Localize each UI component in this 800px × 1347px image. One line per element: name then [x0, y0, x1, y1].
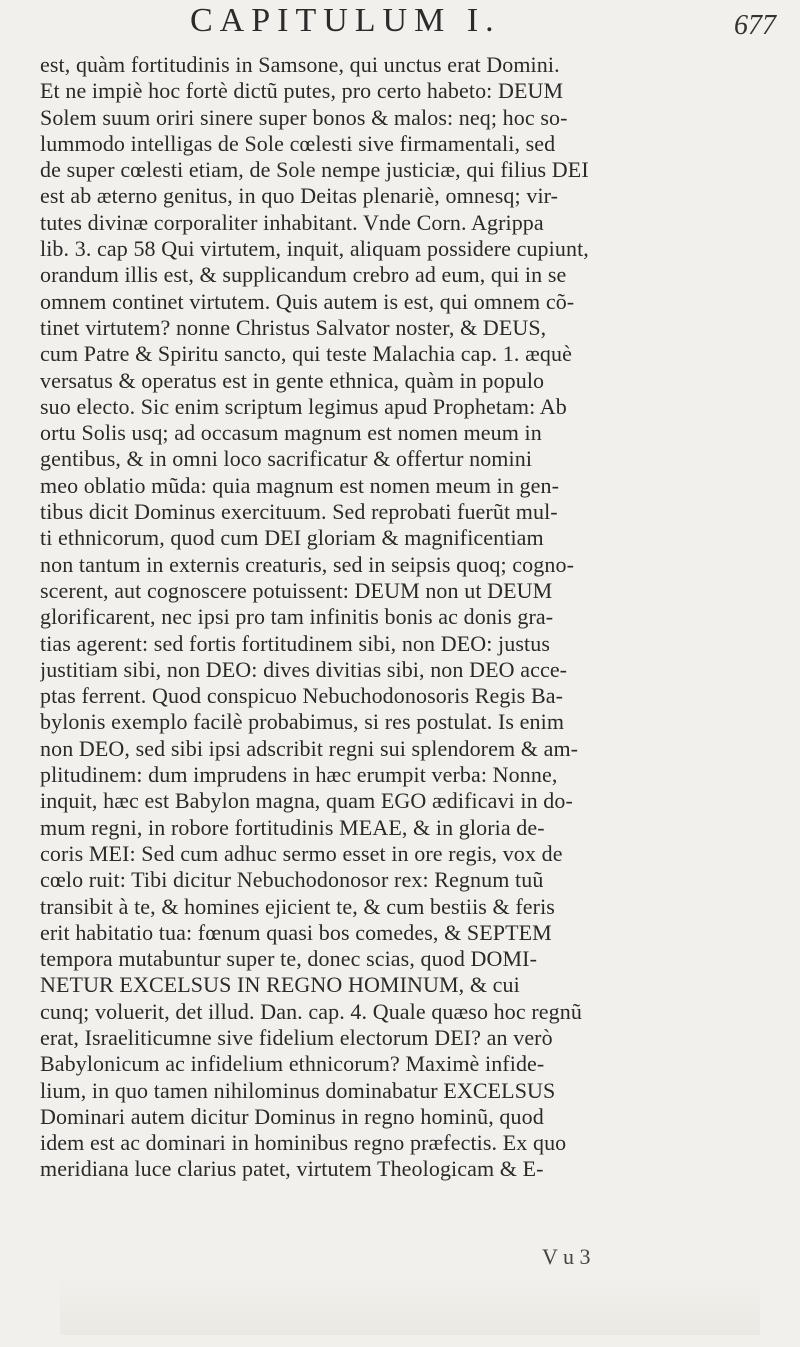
text-line: Solem suum oriri sinere super bonos & malos: neq; hoc so-: [40, 104, 568, 130]
text-line: non DEO, sed sibi ipsi adscribit regni sui splendorem & am-: [40, 735, 579, 761]
text-line: tempora mutabuntur super te, donec scias, quod DOMI-: [40, 946, 538, 972]
page-header: [0, 0, 800, 56]
text-line: tias agerent: sed fortis fortitudinem sibi, non DEO: justus: [40, 630, 550, 656]
text-line: lummodo intelligas de Sole cœlesti sive firmamentali, sed: [40, 130, 556, 156]
text-line: lium, in quo tamen nihilominus dominabatur EXCELSUS: [40, 1077, 556, 1103]
text-line: Dominari autem dicitur Dominus in regno hominũ, quod: [40, 1103, 544, 1129]
text-line: coris MEI: Sed cum adhuc sermo esset in ore regis, vox de: [40, 840, 563, 866]
text-line: suo electo. Sic enim scriptum legimus apud Prophetam: Ab: [40, 393, 567, 419]
text-line: mum regni, in robore fortitudinis MEAE, & in gloria de-: [40, 814, 545, 840]
text-line: lib. 3. cap 58 Qui virtutem, inquit, aliquam possidere cupiunt,: [40, 236, 589, 262]
text-line: plitudinem: dum imprudens in hæc erumpit verba: Nonne,: [40, 762, 558, 788]
text-line: de super cœlesti etiam, de Sole nempe justiciæ, qui filius DEI: [40, 157, 589, 183]
text-line: tibus dicit Dominus exercituum. Sed reprobati fuerũt mul-: [40, 499, 558, 525]
text-line: gentibus, & in omni loco sacrificatur & offertur nomini: [40, 446, 533, 472]
text-line: non tantum in externis creaturis, sed in seipsis quoq; cogno-: [40, 551, 575, 577]
text-line: est ab æterno genitus, in quo Deitas plenariè, omnesq; vir-: [40, 183, 559, 209]
text-line: orandum illis est, & supplicandum crebro ad eum, qui in se: [40, 262, 567, 288]
text-line: erat, Israeliticumne sive fidelium electorum DEI? an verò: [40, 1024, 553, 1050]
text-line: inquit, hæc est Babylon magna, quam EGO ædificavi in do-: [40, 788, 573, 814]
page-number: 677: [734, 10, 776, 41]
text-line: bylonis exemplo facilè probabimus, si res postulat. Is enim: [40, 709, 565, 735]
text-line: omnem continet virtutem. Quis autem is est, qui omnem cõ-: [40, 288, 575, 314]
text-line: est, quàm fortitudinis in Samsone, qui unctus erat Domini.: [40, 52, 560, 77]
text-line: scerent, aut cognoscere potuissent: DEUM non ut DEUM: [40, 577, 553, 603]
text-line: ortu Solis usq; ad occasum magnum est nomen meum in: [40, 420, 542, 446]
text-line: transibit à te, & homines ejicient te, & cum bestiis & feris: [40, 893, 555, 919]
text-line: meridiana luce clarius patet, virtutem Theologicam & E-: [40, 1156, 544, 1182]
text-line: justitiam sibi, non DEO: dives divitias sibi, non DEO acce-: [40, 656, 568, 682]
text-line: tinet virtutem? nonne Christus Salvator noster, & DEUS,: [40, 314, 547, 340]
text-line: NETUR EXCELSUS IN REGNO HOMINUM, & cui: [40, 972, 520, 998]
bottom-margin-shadow: [60, 1275, 760, 1335]
signature-mark: V u 3: [542, 1244, 591, 1269]
text-line: erit habitatio tua: fœnum quasi bos comedes, & SEPTEM: [40, 919, 552, 945]
text-line: idem est ac dominari in hominibus regno præfectis. Ex quo: [40, 1130, 567, 1156]
text-line: Et ne impiè hoc fortè dictũ putes, pro certo habeto: DEUM: [40, 78, 564, 104]
text-line: cunq; voluerit, det illud. Dan. cap. 4. Quale quæso hoc regnũ: [40, 998, 582, 1024]
text-line: cum Patre & Spiritu sancto, qui teste Malachia cap. 1. æquè: [40, 341, 572, 367]
text-line: ptas ferrent. Quod conspicuo Nebuchodonosoris Regis Ba-: [40, 683, 564, 709]
text-line: ti ethnicorum, quod cum DEI gloriam & magnificentiam: [40, 525, 544, 551]
text-line: cœlo ruit: Tibi dicitur Nebuchodonosor rex: Regnum tuũ: [40, 867, 544, 893]
text-line: glorificarent, nec ipsi pro tam infinitis bonis ac donis gra-: [40, 604, 554, 630]
body-text: [40, 52, 800, 1183]
text-line: Babylonicum ac infidelium ethnicorum? Maximè infide-: [40, 1051, 545, 1077]
text-line: versatus & operatus est in gente ethnica, quàm in populo: [40, 367, 545, 393]
text-line: tutes divinæ corporaliter inhabitant. Vnde Corn. Agrippa: [40, 209, 544, 235]
text-line: meo oblatio mũda: quia magnum est nomen meum in gen-: [40, 472, 560, 498]
running-head: CAPITULUM I.: [190, 2, 501, 39]
